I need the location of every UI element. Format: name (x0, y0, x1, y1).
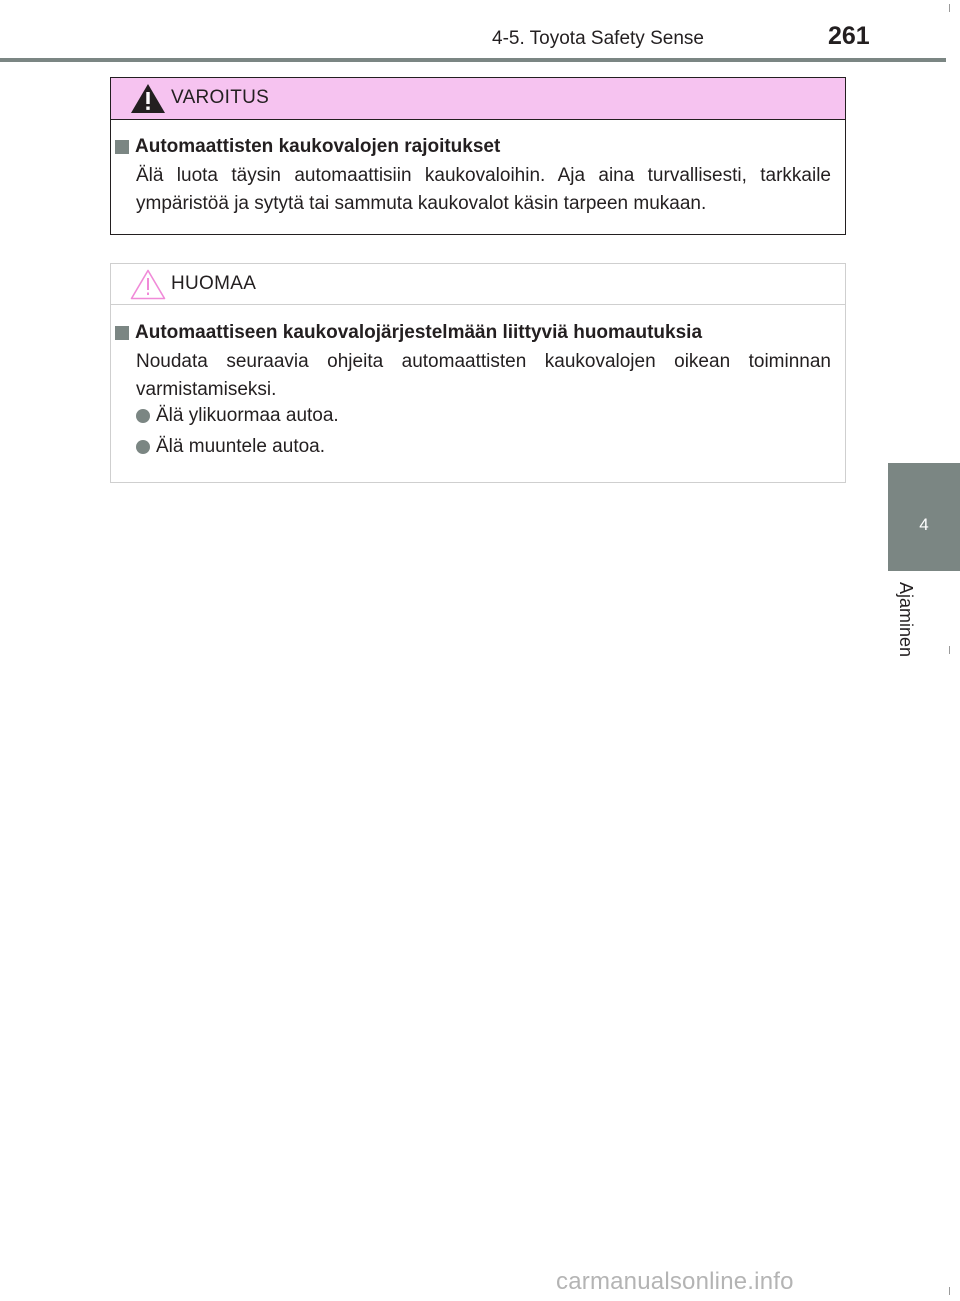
round-bullet-icon (136, 409, 150, 423)
warning-subheading-text: Automaattisten kaukovalojen rajoitukset (135, 136, 501, 157)
warning-triangle-outline-icon (129, 268, 167, 301)
crop-mark (949, 4, 950, 12)
watermark: carmanualsonline.info (556, 1268, 794, 1295)
notice-text: Noudata seuraavia ohjeita automaattisten kaukovalojen oikean toiminnan varmistamiseksi. (136, 351, 831, 400)
notice-subheading (115, 322, 702, 344)
warning-subheading (115, 136, 500, 158)
list-item-text: Älä ylikuormaa autoa. (156, 405, 339, 426)
chapter-label: Ajaminen (896, 582, 916, 658)
list-item (136, 405, 339, 427)
notice-header (111, 264, 845, 305)
warning-triangle-filled-icon (129, 82, 167, 115)
notice-subheading-text: Automaattiseen kaukovalojärjestelmään liittyviä huomautuksia (135, 322, 703, 343)
warning-text: Älä luota täysin automaattisiin kaukovaloihin. Aja aina turvallisesti, tarkkaile ympäristöä ja sytytä tai sammuta kaukovalot käsin tarpeen mukaan. (136, 165, 831, 214)
crop-mark (949, 1287, 950, 1295)
notice-title: HUOMAA (171, 273, 257, 294)
page-number: 261 (828, 22, 870, 50)
square-bullet-icon (115, 140, 129, 154)
chapter-label-wrap (895, 582, 919, 672)
list-item-text: Älä muuntele autoa. (156, 436, 326, 457)
header-rule (0, 58, 946, 62)
chapter-tab (888, 463, 960, 571)
round-bullet-icon (136, 440, 150, 454)
section-title: 4-5. Toyota Safety Sense (492, 28, 704, 49)
warning-box (110, 77, 846, 235)
notice-box (110, 263, 846, 483)
list-item (136, 436, 325, 458)
chapter-number: 4 (919, 515, 929, 534)
warning-header (111, 78, 845, 120)
square-bullet-icon (115, 326, 129, 340)
warning-title: VAROITUS (171, 87, 270, 108)
crop-mark (949, 646, 950, 654)
